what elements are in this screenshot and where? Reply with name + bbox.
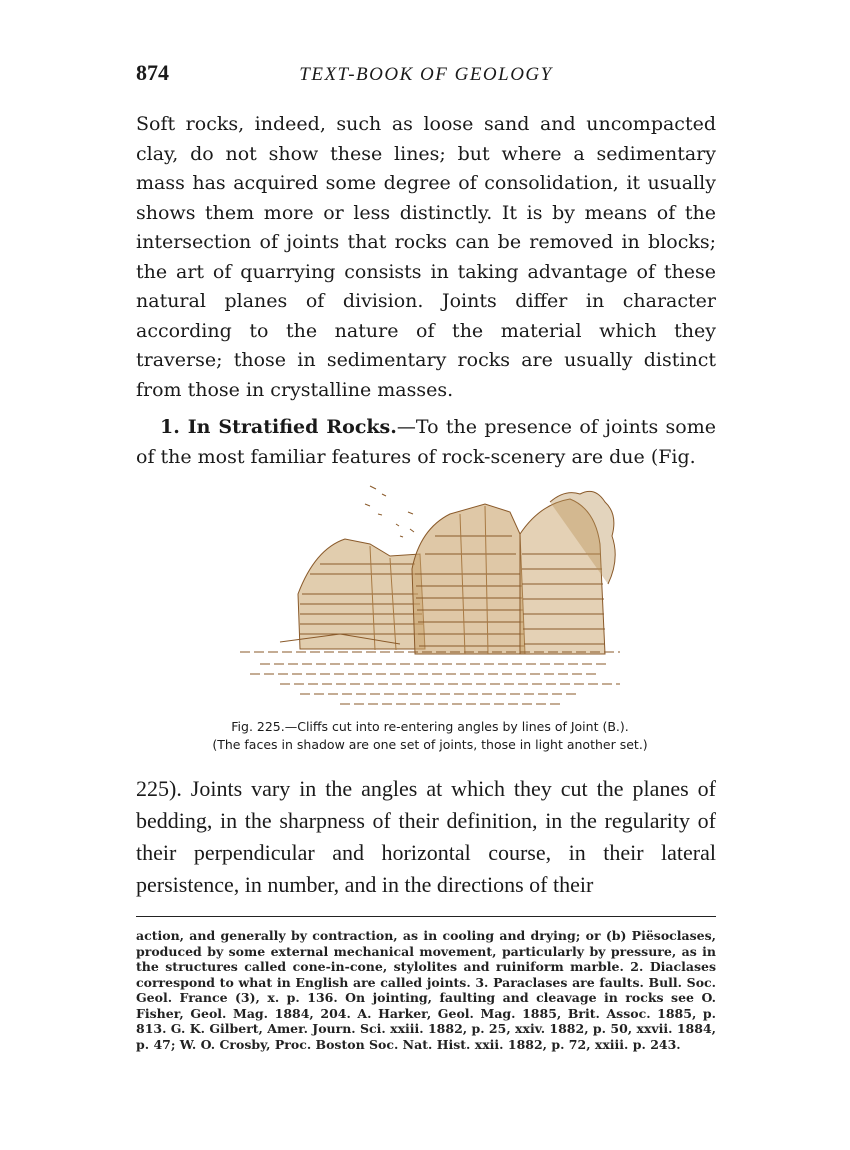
paragraph-3: 225). Joints vary in the angles at which they cut the planes of bedding, in the sharpness of their definition, in the regularity of their perpendicular and horizontal course, in their lateral persistence, in number, and in the directions of their bbox=[136, 776, 716, 897]
caption-line-1: Fig. 225.—Cliffs cut into re-entering angles by lines of Joint (B.). bbox=[231, 719, 629, 734]
figure-caption bbox=[150, 718, 710, 754]
cliff-illustration bbox=[220, 474, 640, 714]
footnote: action, and generally by contraction, as in cooling and drying; or (b) Piësoclases, produced by some external mechanical movement, particularly by pressure, as in the structures called cone-in-cone, stylolites and ruiniform marble. 2. Diaclases correspond to what in English are called joints. 3. Paraclases are faults. Bull. Soc. Geol. France (3), x. p. 136. On jointing, faulting and cleavage in rocks see O. Fisher, Geol. Mag. 1884, 204. A. Harker, Geol. Mag. 1885, Brit. Assoc. 1885, p. 813. G. K. Gilbert, Amer. Journ. Sci. xxiii. 1882, p. 25, xxiv. 1882, p. 50, xxvii. 1884, p. 47; W. O. Crosby, Proc. Boston Soc. Nat. Hist. xxii. 1882, p. 72, xxiii. p. 243. bbox=[136, 928, 716, 1052]
running-title: TEXT-BOOK OF GEOLOGY bbox=[299, 64, 553, 85]
page-header bbox=[136, 60, 716, 94]
cliff-drawing bbox=[240, 486, 620, 704]
paragraph-2-body: —To the presence of joints some of the most familiar features of rock-scenery are due (Fig. bbox=[136, 416, 717, 468]
footnote-rule bbox=[136, 916, 716, 917]
page-number: 874 bbox=[136, 60, 169, 85]
section-heading: 1. In Stratified Rocks. bbox=[160, 416, 397, 438]
paragraph-2 bbox=[136, 413, 716, 472]
caption-line-2: (The faces in shadow are one set of joints, those in light another set.) bbox=[212, 737, 648, 752]
paragraph-1: Soft rocks, indeed, such as loose sand and uncompacted clay, do not show these lines; but where a sedimentary mass has acquired some degree of consolidation, it usually shows them more or less distinctly. It is by means of the intersection of joints that rocks can be removed in blocks; the art of quarrying consists in taking advantage of these natural planes of division. Joints differ in character according to the nature of the material which they traverse; those in sedimentary rocks are usually distinct from those in crystalline masses. bbox=[136, 113, 716, 401]
